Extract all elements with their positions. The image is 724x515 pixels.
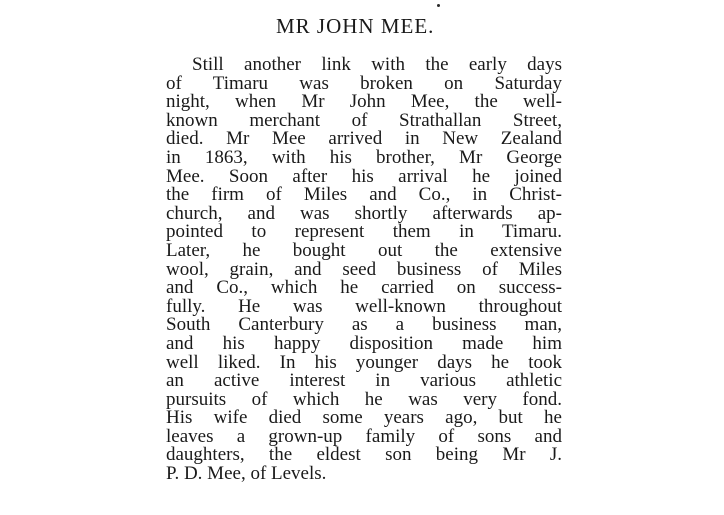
article-body <box>166 56 562 484</box>
article-line: the firm of Miles and Co., in Christ- <box>166 184 562 206</box>
article-line: of Timaru was broken on Saturday <box>166 72 562 94</box>
ink-speck <box>437 4 440 7</box>
article-line: night, when Mr John Mee, the well- <box>166 91 562 113</box>
article-line: P. D. Mee, of Levels. <box>166 463 327 485</box>
article-line: South Canterbury as a business man, <box>166 314 562 336</box>
article-line: Still another link with the early days <box>192 54 562 75</box>
article-line: in 1863, with his brother, Mr George <box>166 146 562 168</box>
article-line: and his happy disposition made him <box>166 332 562 354</box>
article-headline: MR JOHN MEE. <box>276 14 435 38</box>
article-line: died. Mr Mee arrived in New Zealand <box>166 128 562 150</box>
article-line: wool, grain, and seed business of Miles <box>166 258 562 280</box>
article-line: pursuits of which he was very fond. <box>166 388 562 410</box>
article-line: known merchant of Strathallan Street, <box>166 109 562 131</box>
article-line: His wife died some years ago, but he <box>166 407 562 429</box>
article-line: well liked. In his younger days he took <box>166 351 562 373</box>
article-line: an active interest in various athletic <box>166 370 562 392</box>
article-line: church, and was shortly afterwards ap- <box>166 202 562 224</box>
article-line: and Co., which he carried on success- <box>166 277 562 299</box>
article-line: Mee. Soon after his arrival he joined <box>166 165 562 187</box>
article-line: Later, he bought out the extensive <box>166 239 562 261</box>
article-line: fully. He was well-known throughout <box>166 295 562 317</box>
article-line: leaves a grown-up family of sons and <box>166 425 562 447</box>
article-line: daughters, the eldest son being Mr J. <box>166 444 562 466</box>
article-line: pointed to represent them in Timaru. <box>166 221 562 243</box>
